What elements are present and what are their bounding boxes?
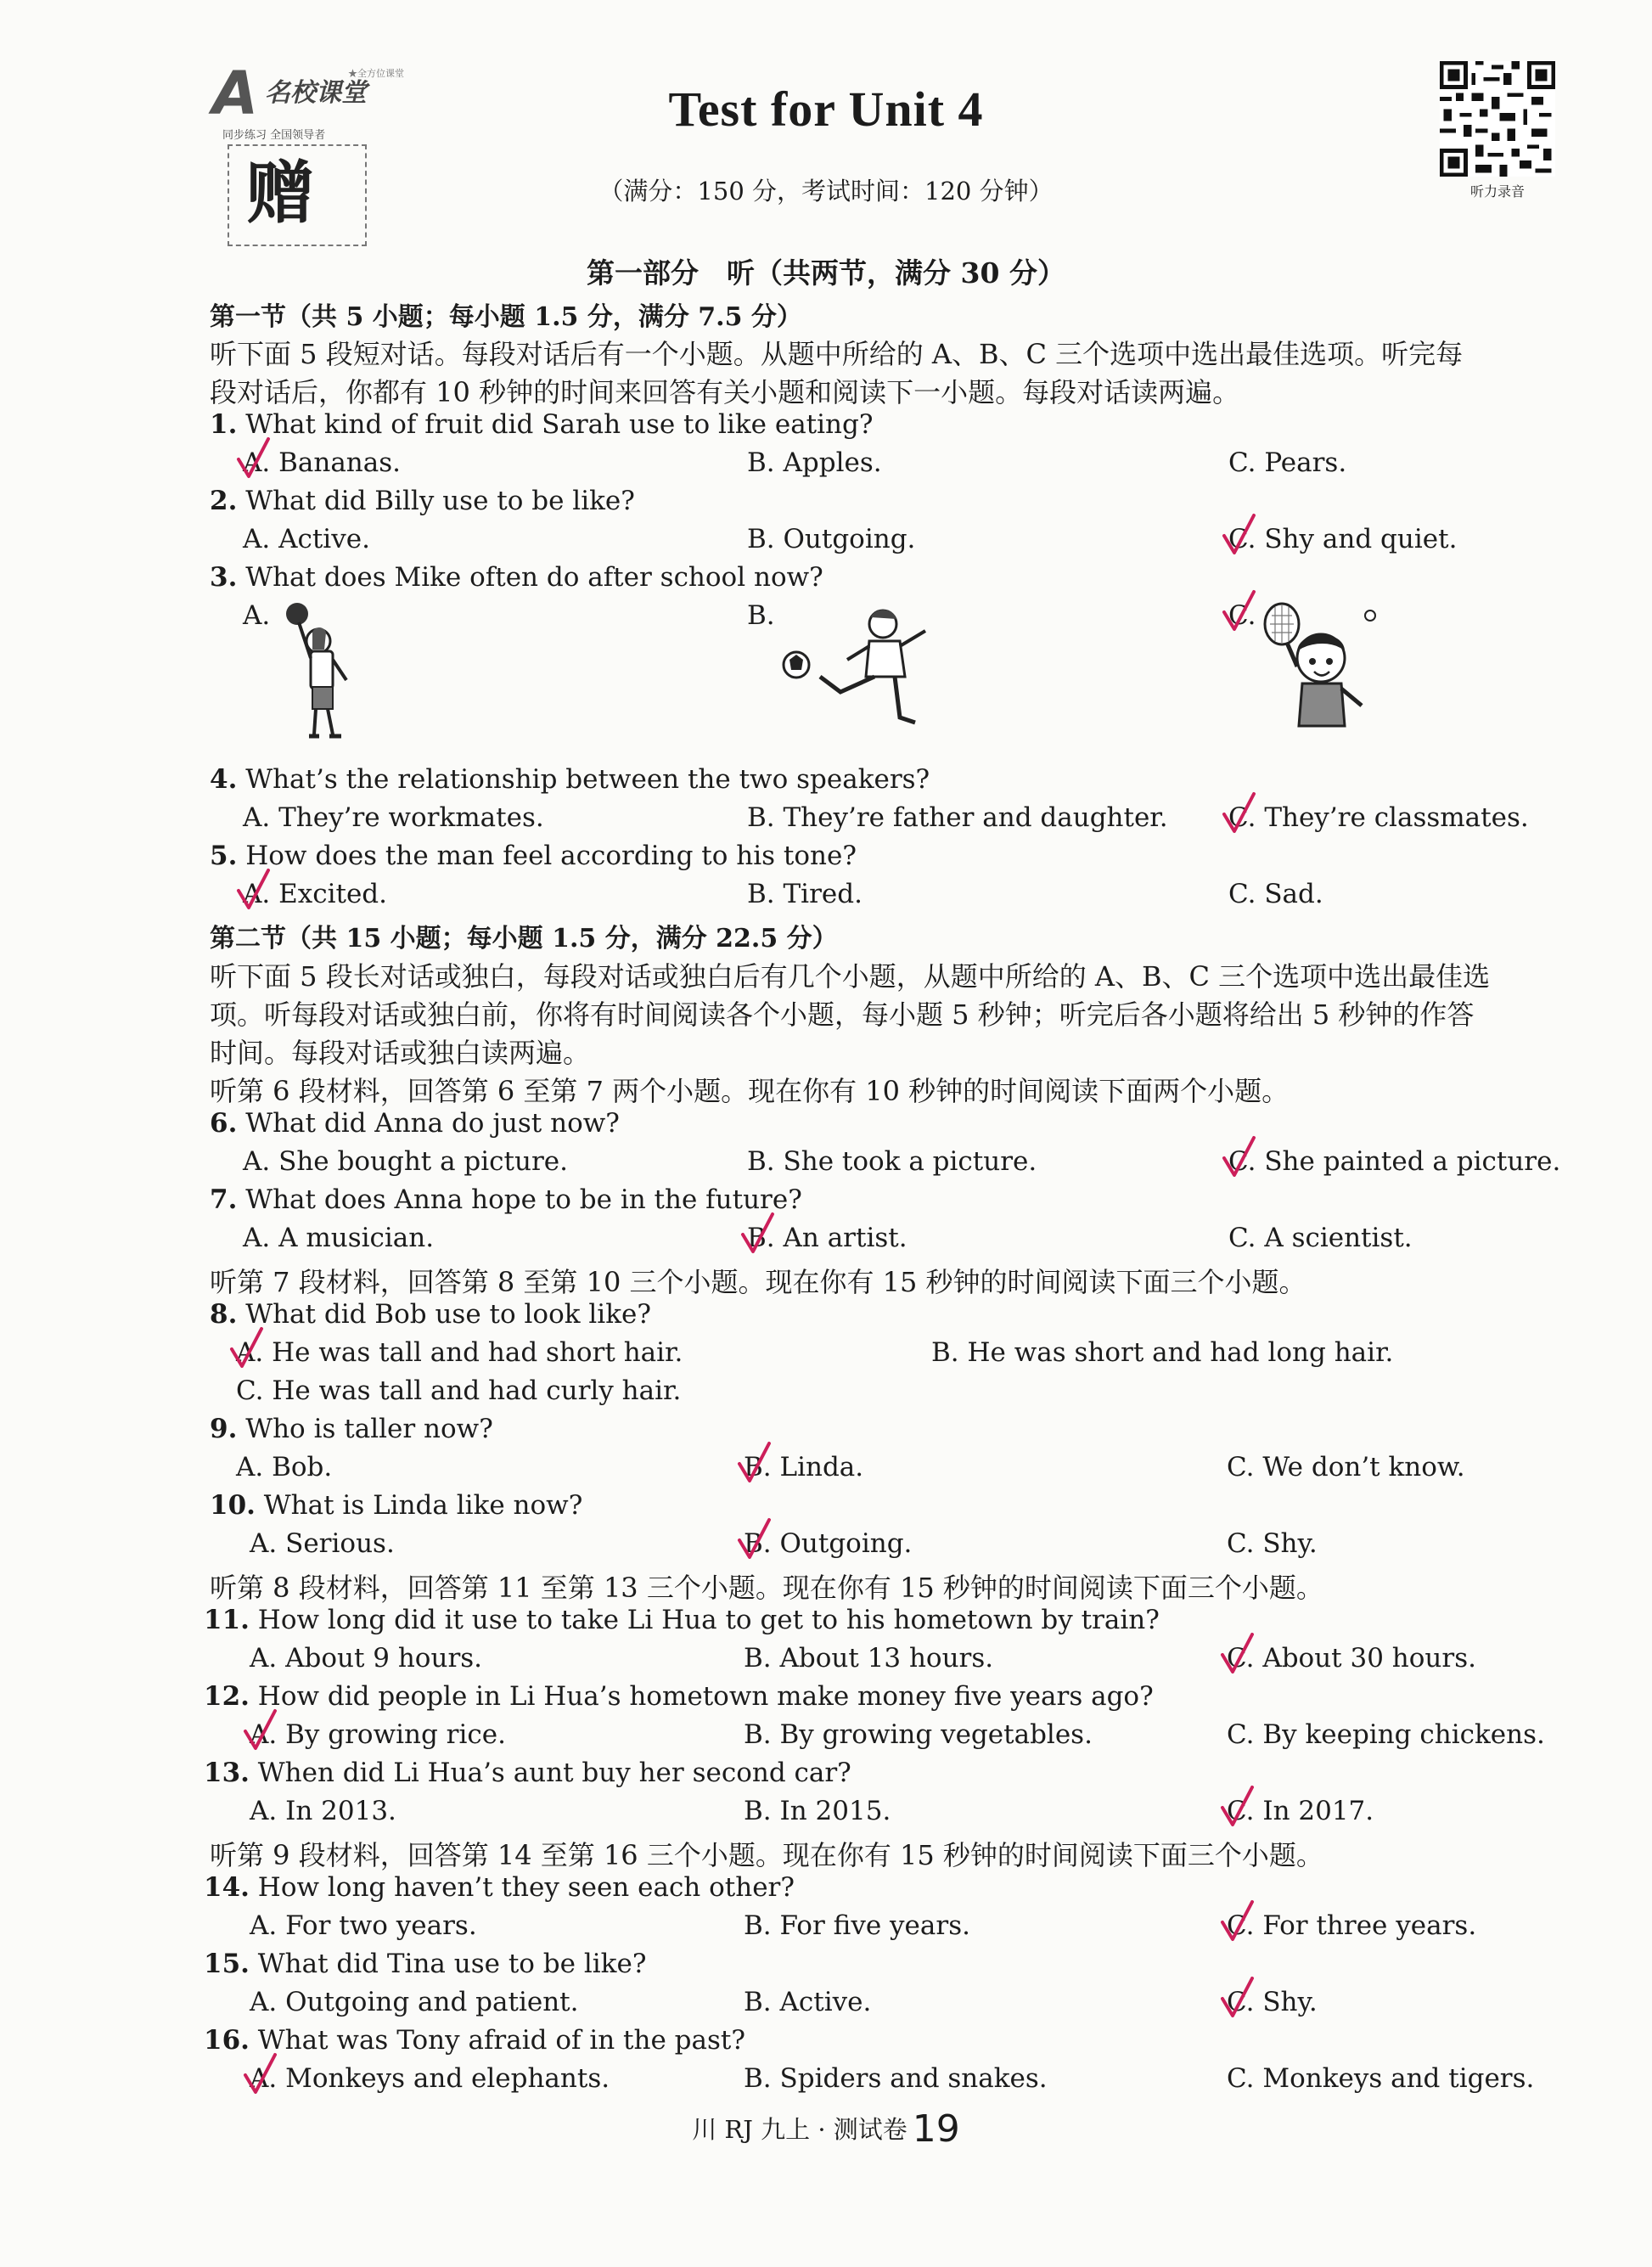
option-12b[interactable]: B. By growing vegetables. — [744, 1719, 1093, 1750]
page-title: Test for Unit 4 — [668, 82, 984, 137]
option-3a[interactable]: A. — [243, 600, 271, 631]
question-4: 4. What’s the relationship between the two speakers? — [210, 764, 930, 795]
section-two-instruction-line: 时间。每段对话或独白读两遍。 — [210, 1037, 591, 1069]
question-10: 10. What is Linda like now? — [210, 1490, 583, 1521]
option-16c[interactable]: C. Monkeys and tigers. — [1227, 2063, 1535, 2094]
option-12c[interactable]: C. By keeping chickens. — [1227, 1719, 1545, 1750]
option-3c[interactable]: C. — [1228, 600, 1256, 631]
option-13a[interactable]: A. In 2013. — [250, 1796, 396, 1826]
question-13: 13. When did Li Hua’s aunt buy her second car? — [204, 1758, 851, 1788]
option-14a[interactable]: A. For two years. — [250, 1910, 477, 1941]
option-16b[interactable]: B. Spiders and snakes. — [744, 2063, 1048, 2094]
question-15: 15. What did Tina use to be like? — [204, 1949, 647, 1979]
logo-letter: A — [212, 59, 259, 128]
question-16: 16. What was Tony afraid of in the past? — [204, 2025, 745, 2056]
option-14c[interactable]: C. For three years. — [1227, 1910, 1476, 1941]
option-4b[interactable]: B. They’re father and daughter. — [747, 802, 1168, 833]
basketball-player-image[interactable] — [280, 599, 374, 751]
option-5b[interactable]: B. Tired. — [747, 879, 863, 909]
option-6b[interactable]: B. She took a picture. — [747, 1146, 1037, 1177]
option-8a[interactable]: A. He was tall and had short hair. — [236, 1337, 683, 1368]
option-2a[interactable]: A. Active. — [243, 524, 370, 554]
option-4a[interactable]: A. They’re workmates. — [243, 802, 544, 833]
question-1: 1. What kind of fruit did Sarah use to like eating? — [210, 409, 874, 440]
option-15c[interactable]: C. Shy. — [1227, 1987, 1318, 2017]
question-12: 12. How did people in Li Hua’s hometown make money five years ago? — [204, 1681, 1154, 1712]
option-2b[interactable]: B. Outgoing. — [747, 524, 916, 554]
option-4c[interactable]: C. They’re classmates. — [1228, 802, 1529, 833]
option-9b[interactable]: B. Linda. — [744, 1452, 863, 1482]
page-number: 19 — [912, 2107, 960, 2151]
material-8-instruction: 听第 8 段材料，回答第 11 至第 13 三个小题。现在你有 15 秒钟的时间阅读下面三个小题。 — [210, 1572, 1323, 1604]
option-7b[interactable]: B. An artist. — [747, 1223, 907, 1253]
section-two-instruction-line: 听下面 5 段长对话或独白，每段对话或独白后有几个小题，从题中所给的 A、B、C 三个选项中选出最佳选 — [210, 960, 1491, 993]
logo-slogan: 同步练习 全国领导者 — [222, 129, 326, 142]
option-13c[interactable]: C. In 2017. — [1227, 1796, 1374, 1826]
question-6: 6. What did Anna do just now? — [210, 1108, 620, 1139]
question-14: 14. How long haven’t they seen each other? — [204, 1872, 795, 1903]
material-7-instruction: 听第 7 段材料，回答第 8 至第 10 三个小题。现在你有 15 秒钟的时间阅读下面三个小题。 — [210, 1266, 1306, 1298]
question-11: 11. How long did it use to take Li Hua to get to his hometown by train? — [204, 1605, 1160, 1635]
option-1c[interactable]: C. Pears. — [1228, 447, 1347, 478]
section-one-instruction-line: 听下面 5 段短对话。每段对话后有一个小题。从题中所给的 A、B、C 三个选项中选出最佳选项。听完每 — [210, 338, 1464, 370]
option-16a[interactable]: A. Monkeys and elephants. — [250, 2063, 610, 2094]
gift-stamp-text: 赠 — [246, 154, 314, 233]
qr-code-icon[interactable] — [1440, 61, 1555, 177]
option-3b[interactable]: B. — [747, 600, 775, 631]
option-10b[interactable]: B. Outgoing. — [744, 1528, 912, 1559]
option-6a[interactable]: A. She bought a picture. — [243, 1146, 568, 1177]
logo-name: 名校课堂 — [265, 78, 367, 108]
option-12a[interactable]: A. By growing rice. — [250, 1719, 506, 1750]
option-7a[interactable]: A. A musician. — [243, 1223, 435, 1253]
section-two-instruction-line: 项。听每段对话或独白前，你将有时间阅读各个小题，每小题 5 秒钟；听完后各小题将给出 5 秒钟的作答 — [210, 998, 1475, 1031]
part-one-heading: 第一部分 听（共两节，满分 30 分） — [587, 256, 1065, 290]
option-8b[interactable]: B. He was short and had long hair. — [931, 1337, 1394, 1368]
option-5c[interactable]: C. Sad. — [1228, 879, 1323, 909]
question-2: 2. What did Billy use to be like? — [210, 486, 635, 516]
option-14b[interactable]: B. For five years. — [744, 1910, 970, 1941]
option-15b[interactable]: B. Active. — [744, 1987, 872, 2017]
option-6c[interactable]: C. She painted a picture. — [1228, 1146, 1560, 1177]
material-9-instruction: 听第 9 段材料，回答第 14 至第 16 三个小题。现在你有 15 秒钟的时间阅读下面三个小题。 — [210, 1839, 1323, 1871]
exam-info: （满分：150 分，考试时间：120 分钟） — [598, 177, 1054, 205]
page-footer — [0, 2107, 1652, 2151]
option-11a[interactable]: A. About 9 hours. — [250, 1643, 483, 1674]
option-7c[interactable]: C. A scientist. — [1228, 1223, 1413, 1253]
question-9: 9. Who is taller now? — [210, 1414, 493, 1444]
option-9a[interactable]: A. Bob. — [236, 1452, 333, 1482]
footer-label: 川 RJ 九上 · 测试卷 — [692, 2115, 907, 2144]
question-5: 5. How does the man feel according to his tone? — [210, 841, 857, 871]
section-one-instruction-line: 段对话后，你都有 10 秒钟的时间来回答有关小题和阅读下一小题。每段对话读两遍。 — [210, 376, 1240, 408]
option-5a[interactable]: A. Excited. — [243, 879, 387, 909]
section-one-heading: 第一节（共 5 小题；每小题 1.5 分，满分 7.5 分） — [210, 302, 802, 332]
option-11c[interactable]: C. About 30 hours. — [1227, 1643, 1476, 1674]
option-13b[interactable]: B. In 2015. — [744, 1796, 891, 1826]
qr-label: 听力录音 — [1469, 183, 1525, 200]
question-8: 8. What did Bob use to look like? — [210, 1299, 651, 1330]
option-10c[interactable]: C. Shy. — [1227, 1528, 1318, 1559]
tennis-player-image[interactable] — [1256, 599, 1392, 743]
option-8c[interactable]: C. He was tall and had curly hair. — [236, 1375, 682, 1406]
option-1a[interactable]: A. Bananas. — [243, 447, 401, 478]
question-7: 7. What does Anna hope to be in the future? — [210, 1184, 802, 1215]
option-15a[interactable]: A. Outgoing and patient. — [250, 1987, 579, 2017]
option-9c[interactable]: C. We don’t know. — [1227, 1452, 1465, 1482]
material-6-instruction: 听第 6 段材料，回答第 6 至第 7 两个小题。现在你有 10 秒钟的时间阅读下面两个小题。 — [210, 1075, 1290, 1107]
section-two-heading: 第二节（共 15 小题；每小题 1.5 分，满分 22.5 分） — [210, 924, 838, 953]
option-1b[interactable]: B. Apples. — [747, 447, 882, 478]
option-11b[interactable]: B. About 13 hours. — [744, 1643, 994, 1674]
option-2c[interactable]: C. Shy and quiet. — [1228, 524, 1457, 554]
option-10a[interactable]: A. Serious. — [250, 1528, 395, 1559]
football-player-image[interactable] — [781, 599, 951, 734]
question-3: 3. What does Mike often do after school now? — [210, 562, 823, 593]
logo-note: ★全方位课堂 — [348, 68, 404, 79]
